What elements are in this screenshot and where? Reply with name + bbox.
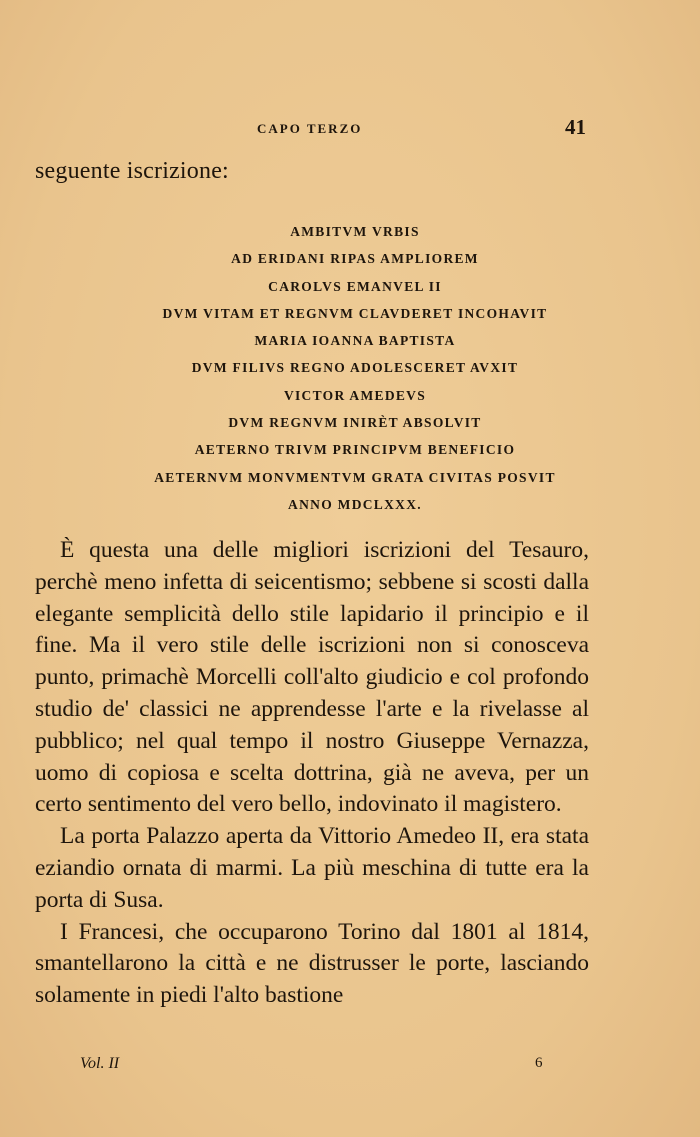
inscription-line: VICTOR AMEDEVS (283, 387, 427, 403)
inscription-line: AD ERIDANI RIPAS AMPLIOREM (231, 251, 479, 267)
inscription-block (0, 218, 700, 518)
page-number: 41 (565, 115, 586, 139)
signature-mark: 6 (535, 1055, 543, 1071)
volume-label: Vol. II (80, 1055, 120, 1072)
inscription-line: DVM VITAM ET REGNVM CLAVDERET INCOHAVIT (162, 305, 548, 321)
paragraph-porta-palazzo: La porta Palazzo aperta da Vittorio Amedeo II, era stata eziandio ornata di marmi. La più meschina di tutte era la porta di Susa. (35, 823, 589, 913)
paragraph-francesi: I Francesi, che occuparono Torino dal 1801 al 1814, smantellarono la città e ne distrusser le porte, lasciando solamente in piedi l'alto bastione (35, 918, 589, 1009)
inscription-line: DVM REGNVM INIRÈT ABSOLVIT (228, 415, 482, 431)
inscription-line: MARIA IOANNA BAPTISTA (254, 333, 456, 349)
inscription-line: AETERNVM MONVMENTVM GRATA CIVITAS POSVIT (154, 469, 556, 485)
intro-line: seguente iscrizione: (35, 158, 229, 184)
inscription-line: AETERNO TRIVM PRINCIPVM BENEFICIO (194, 442, 516, 458)
body-text (35, 535, 589, 1012)
running-head (0, 117, 700, 139)
inscription-line: AMBITVM VRBIS (290, 224, 420, 239)
running-title: CAPO TERZO (257, 121, 363, 136)
page-footer (0, 1055, 700, 1077)
inscription-line: DVM FILIVS REGNO ADOLESCERET AVXIT (191, 360, 519, 376)
paragraph-tesauro: È questa una delle migliori iscrizioni del Tesauro, perchè meno infetta di seicentismo; sebbene si scosti dalla elegante semplicità dello stile lapidario il principio e il fine. Ma il vero stile delle iscrizioni non si conosceva punto, primachè Morcelli coll'alto giudicio e col profondo studio de' classici ne apprendesse l'arte e la rivelasse al pubblico; nel qual tempo il nostro Giuseppe Vernazza, uomo di copiosa e scelta dottrina, già ne aveva, per un certo sentimento del vero bello, indovinato il magistero. (35, 537, 589, 818)
inscription-line: CAROLVS EMANVEL II (268, 278, 442, 294)
inscription-line: ANNO MDCLXXX. (288, 496, 422, 512)
